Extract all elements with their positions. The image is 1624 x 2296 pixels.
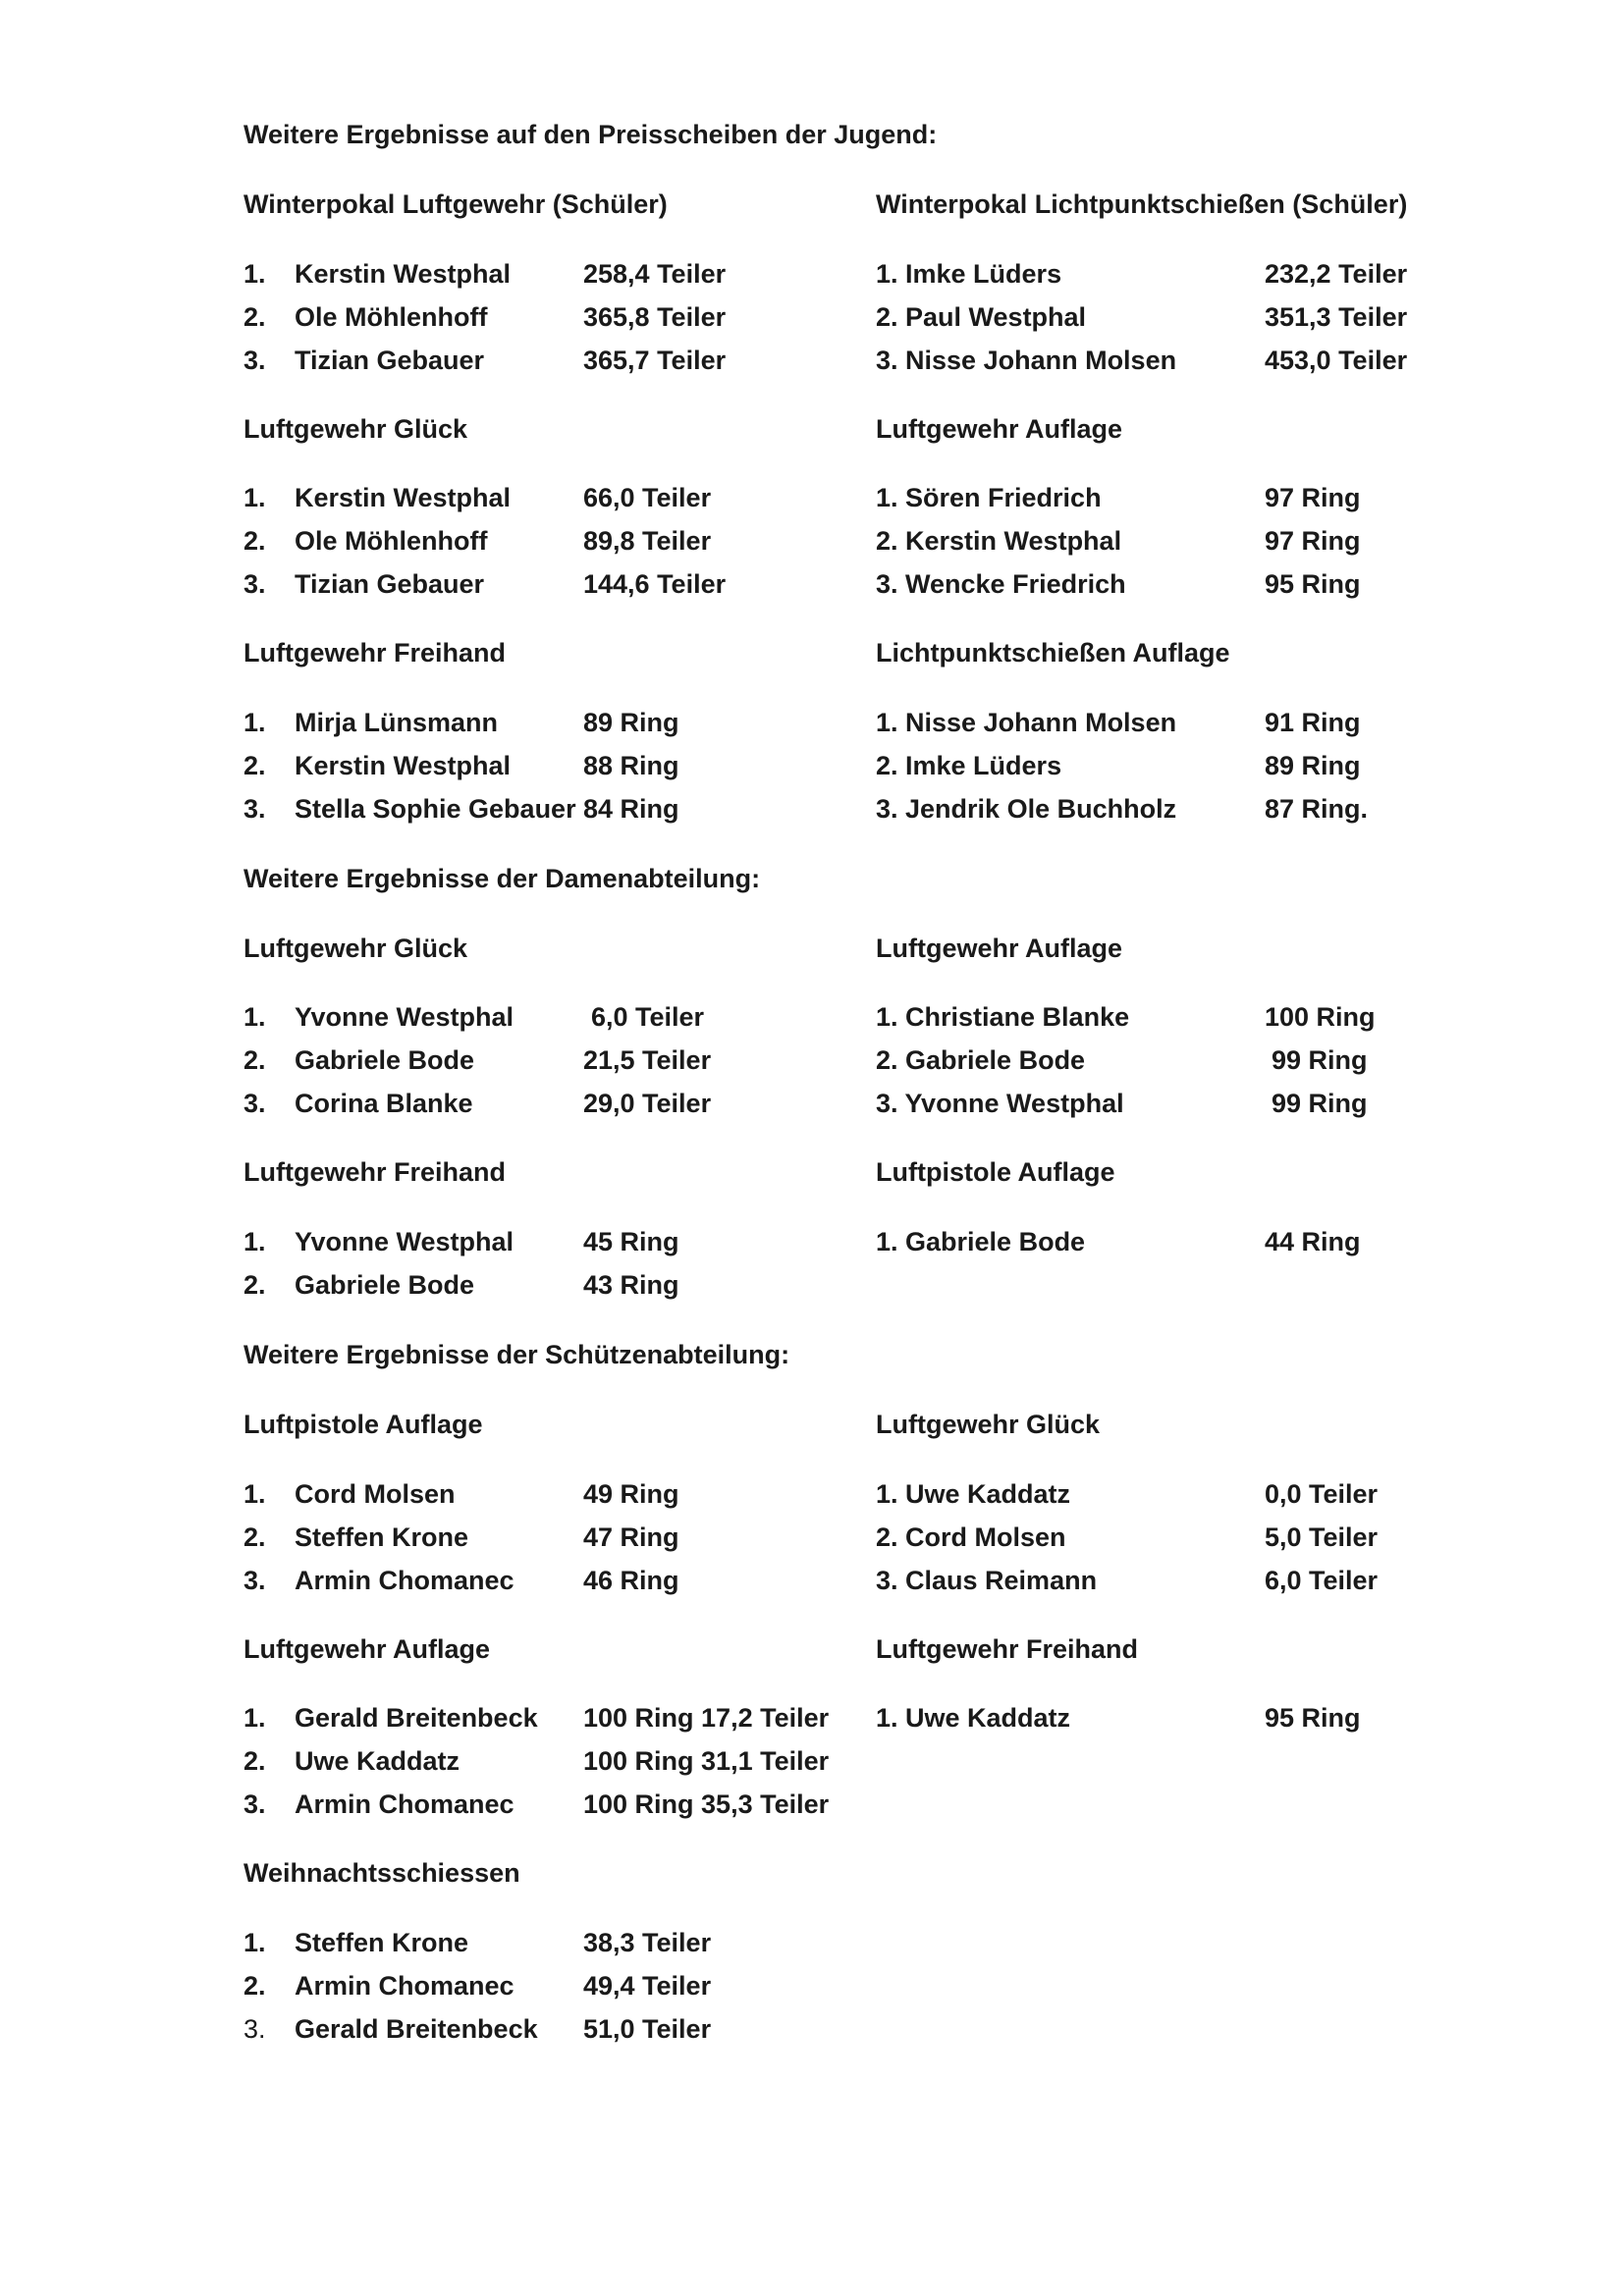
result: 97 Ring — [1265, 526, 1361, 556]
result: 0,0 Teiler — [1265, 1479, 1379, 1509]
result: 351,3 Teiler — [1265, 302, 1408, 332]
entry: 1. Uwe Kaddatz — [876, 1479, 1071, 1509]
result: 29,0 Teiler — [583, 1089, 712, 1118]
entry: 3. Yvonne Westphal — [876, 1089, 1124, 1118]
entry: 1. Nisse Johann Molsen — [876, 708, 1177, 737]
name: Gabriele Bode — [295, 1045, 475, 1075]
block-heading: Luftgewehr Auflage — [876, 414, 1123, 444]
entry: 2. Gabriele Bode — [876, 1045, 1086, 1075]
result: 89,8 Teiler — [583, 526, 712, 556]
block-heading: Winterpokal Lichtpunktschießen (Schüler) — [876, 189, 1408, 219]
result: 100 Ring — [1265, 1002, 1376, 1032]
result: 51,0 Teiler — [583, 2014, 712, 2044]
section-title-jugend: Weitere Ergebnisse auf den Preisscheiben der Jugend: — [244, 120, 938, 149]
block-heading: Luftgewehr Freihand — [244, 1157, 507, 1187]
result: 91 Ring — [1265, 708, 1361, 737]
rank: 3. — [244, 1566, 266, 1595]
result: 365,7 Teiler — [583, 346, 727, 375]
entry: 1. Christiane Blanke — [876, 1002, 1130, 1032]
result: 6,0 Teiler — [1265, 1566, 1379, 1595]
block-heading: Lichtpunktschießen Auflage — [876, 638, 1230, 667]
name: Ole Möhlenhoff — [295, 302, 488, 332]
rank: 2. — [244, 526, 266, 556]
rank: 2. — [244, 1270, 266, 1300]
rank: 1. — [244, 1703, 266, 1733]
result: 6,0 Teiler — [591, 1002, 705, 1032]
result: 87 Ring. — [1265, 794, 1369, 824]
rank: 3. — [244, 794, 266, 824]
result: 49 Ring — [583, 1479, 679, 1509]
block-heading: Luftgewehr Glück — [876, 1410, 1101, 1439]
rank: 2. — [244, 1522, 266, 1552]
rank: 2. — [244, 1746, 266, 1776]
rank: 1. — [244, 1928, 266, 1957]
block-heading: Winterpokal Luftgewehr (Schüler) — [244, 189, 668, 219]
name: Steffen Krone — [295, 1928, 469, 1957]
result: 49,4 Teiler — [583, 1971, 712, 2001]
rank: 1. — [244, 259, 266, 289]
rank: 3. — [244, 569, 266, 599]
result: 43 Ring — [583, 1270, 679, 1300]
result: 89 Ring — [583, 708, 679, 737]
result: 100 Ring 35,3 Teiler — [583, 1789, 830, 1819]
entry: 1. Gabriele Bode — [876, 1227, 1086, 1256]
result: 365,8 Teiler — [583, 302, 727, 332]
rank: 3. — [244, 1089, 266, 1118]
rank: 1. — [244, 483, 266, 512]
block-heading: Luftgewehr Auflage — [244, 1634, 491, 1664]
block-heading: Luftpistole Auflage — [244, 1410, 483, 1439]
rank: 2. — [244, 751, 266, 780]
name: Yvonne Westphal — [295, 1227, 514, 1256]
entry: 1. Imke Lüders — [876, 259, 1062, 289]
section-title-schuetzen: Weitere Ergebnisse der Schützenabteilung: — [244, 1340, 790, 1369]
name: Steffen Krone — [295, 1522, 469, 1552]
block-heading: Weihnachtsschiessen — [244, 1858, 520, 1888]
name: Yvonne Westphal — [295, 1002, 514, 1032]
result: 258,4 Teiler — [583, 259, 727, 289]
result: 84 Ring — [583, 794, 679, 824]
name: Tizian Gebauer — [295, 346, 485, 375]
result: 44 Ring — [1265, 1227, 1361, 1256]
result: 95 Ring — [1265, 1703, 1361, 1733]
entry: 1. Uwe Kaddatz — [876, 1703, 1071, 1733]
result: 100 Ring 31,1 Teiler — [583, 1746, 830, 1776]
block-heading: Luftgewehr Glück — [244, 934, 468, 963]
block-heading: Luftgewehr Glück — [244, 414, 468, 444]
rank: 1. — [244, 1227, 266, 1256]
rank: 1. — [244, 1002, 266, 1032]
result: 95 Ring — [1265, 569, 1361, 599]
result: 232,2 Teiler — [1265, 259, 1408, 289]
result: 66,0 Teiler — [583, 483, 712, 512]
block-heading: Luftpistole Auflage — [876, 1157, 1115, 1187]
name: Mirja Lünsmann — [295, 708, 499, 737]
result: 46 Ring — [583, 1566, 679, 1595]
rank: 1. — [244, 1479, 266, 1509]
section-title-damen: Weitere Ergebnisse der Damenabteilung: — [244, 864, 761, 893]
rank: 2. — [244, 1971, 266, 2001]
entry: 3. Claus Reimann — [876, 1566, 1098, 1595]
name: Gerald Breitenbeck — [295, 2014, 538, 2044]
entry: 2. Kerstin Westphal — [876, 526, 1122, 556]
name: Armin Chomanec — [295, 1789, 514, 1819]
rank: 3. — [244, 346, 266, 375]
name: Corina Blanke — [295, 1089, 473, 1118]
result: 99 Ring — [1272, 1045, 1368, 1075]
name: Kerstin Westphal — [295, 483, 512, 512]
entry: 3. Wencke Friedrich — [876, 569, 1126, 599]
entry: 3. Jendrik Ole Buchholz — [876, 794, 1177, 824]
name: Stella Sophie Gebauer — [295, 794, 576, 824]
name: Uwe Kaddatz — [295, 1746, 460, 1776]
result: 100 Ring 17,2 Teiler — [583, 1703, 830, 1733]
entry: 2. Imke Lüders — [876, 751, 1062, 780]
rank: 2. — [244, 1045, 266, 1075]
name: Kerstin Westphal — [295, 751, 512, 780]
block-heading: Luftgewehr Auflage — [876, 934, 1123, 963]
entry: 2. Paul Westphal — [876, 302, 1087, 332]
result: 453,0 Teiler — [1265, 346, 1408, 375]
block-heading: Luftgewehr Freihand — [876, 1634, 1139, 1664]
result: 89 Ring — [1265, 751, 1361, 780]
name: Armin Chomanec — [295, 1971, 514, 2001]
block-heading: Luftgewehr Freihand — [244, 638, 507, 667]
result: 21,5 Teiler — [583, 1045, 712, 1075]
name: Kerstin Westphal — [295, 259, 512, 289]
result: 5,0 Teiler — [1265, 1522, 1379, 1552]
rank: 3. — [244, 1789, 266, 1819]
result: 88 Ring — [583, 751, 679, 780]
name: Ole Möhlenhoff — [295, 526, 488, 556]
name: Tizian Gebauer — [295, 569, 485, 599]
result: 47 Ring — [583, 1522, 679, 1552]
rank: 1. — [244, 708, 266, 737]
result: 144,6 Teiler — [583, 569, 727, 599]
name: Cord Molsen — [295, 1479, 456, 1509]
result: 38,3 Teiler — [583, 1928, 712, 1957]
entry: 2. Cord Molsen — [876, 1522, 1066, 1552]
name: Gabriele Bode — [295, 1270, 475, 1300]
result: 99 Ring — [1272, 1089, 1368, 1118]
name: Armin Chomanec — [295, 1566, 514, 1595]
result: 45 Ring — [583, 1227, 679, 1256]
result: 97 Ring — [1265, 483, 1361, 512]
entry: 1. Sören Friedrich — [876, 483, 1102, 512]
rank: 3. — [244, 2014, 266, 2044]
rank: 2. — [244, 302, 266, 332]
name: Gerald Breitenbeck — [295, 1703, 538, 1733]
entry: 3. Nisse Johann Molsen — [876, 346, 1177, 375]
